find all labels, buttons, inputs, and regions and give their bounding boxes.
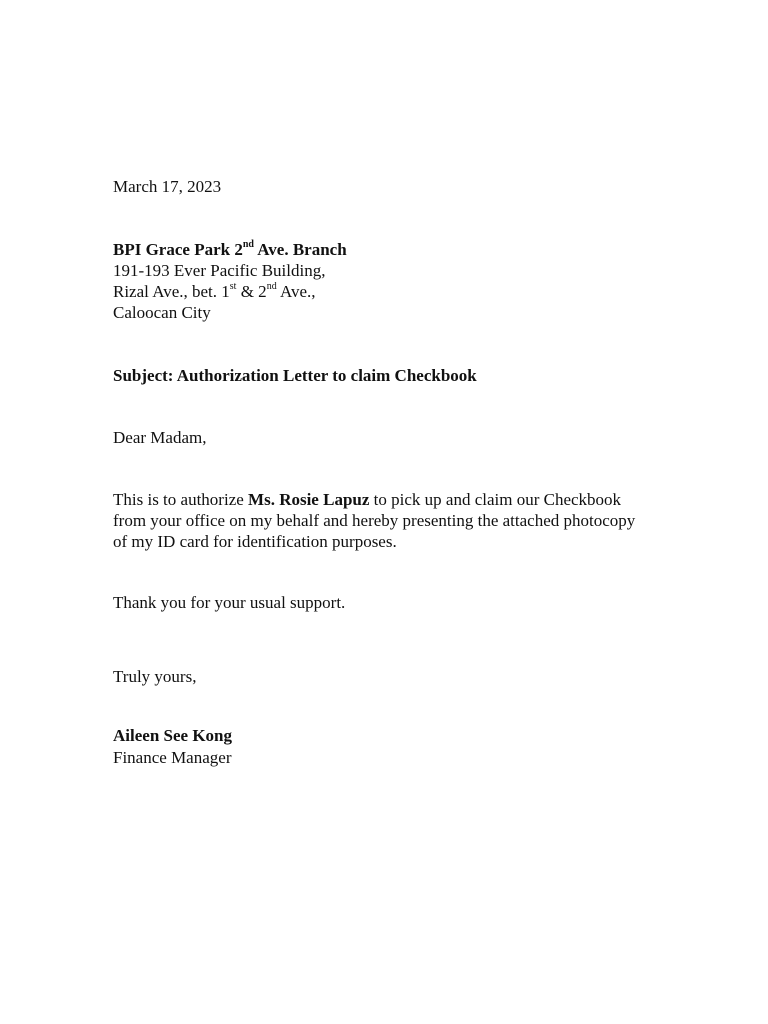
body-line2: from your office on my behalf and hereby presenting the attached photocopy [113,511,636,530]
recipient-address-line1: 191-193 Ever Pacific Building, [113,261,326,280]
address-line2-sup2: nd [266,281,277,293]
address-line2-part3: Ave., [276,282,316,301]
letter-date: March 17, 2023 [113,177,222,196]
recipient-name-part2: Ave. Branch [253,240,347,259]
letter-closing: Truly yours, [113,667,197,686]
recipient-name-sup: nd [242,239,254,251]
body-line1-before: This is to authorize [113,490,249,509]
address-line2-part1: Rizal Ave., bet. 1 [113,282,230,301]
authorized-person-name: Ms. Rosie Lapuz [248,490,370,509]
recipient-address-line2 [113,281,316,302]
letter-thanks: Thank you for your usual support. [113,593,346,612]
body-line1-after: to pick up and claim our Checkbook [369,490,622,509]
recipient-name [113,239,347,260]
recipient-name-part1: BPI Grace Park 2 [113,240,243,259]
letter-subject: Subject: Authorization Letter to claim Checkbook [113,366,477,385]
recipient-address-line3: Caloocan City [113,303,211,322]
signatory-name: Aileen See Kong [113,726,232,745]
address-line2-part2: & 2 [236,282,267,301]
body-line3: of my ID card for identification purposes. [113,532,397,551]
signatory-title: Finance Manager [113,748,232,767]
body-line1 [113,489,621,510]
address-line2-sup1: st [229,281,237,293]
letter-salutation: Dear Madam, [113,428,207,447]
